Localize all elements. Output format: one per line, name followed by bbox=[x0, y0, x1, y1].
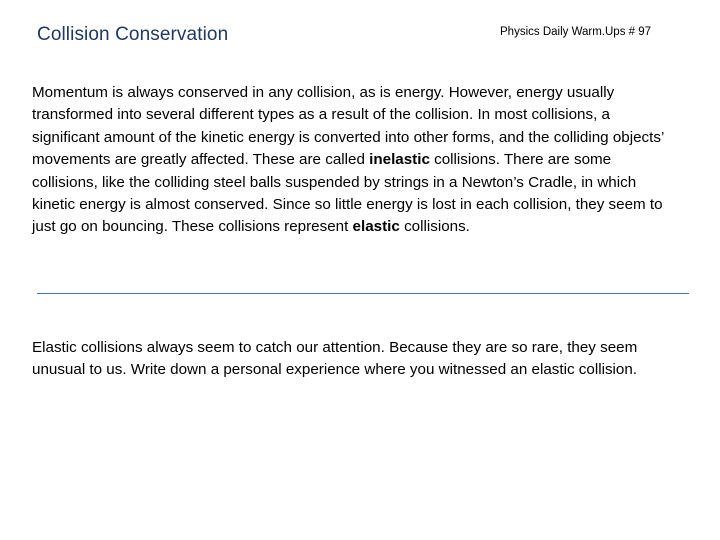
paragraph-text-segment: collisions. bbox=[399, 218, 470, 236]
intro-paragraph bbox=[32, 82, 672, 239]
paragraph-text-segment: Momentum is always conserved in any collision, as is energy. However, energy usually transformed into several different types as a result of the collision. In most collisions, a significant amount of the kinetic energy is converted into other forms, and the colliding objects’ movements are greatly affected. These are called bbox=[32, 84, 664, 169]
elastic-term: elastic bbox=[352, 218, 400, 236]
section-divider bbox=[37, 293, 689, 294]
page-title: Collision Conservation bbox=[37, 24, 229, 45]
inelastic-term: inelastic bbox=[369, 151, 430, 169]
warmup-number-header: Physics Daily Warm.Ups # 97 bbox=[500, 26, 652, 38]
prompt-paragraph: Elastic collisions always seem to catch our attention. Because they are so rare, they seem unusual to us. Write down a personal experience where you witnessed an elastic collision. bbox=[32, 339, 638, 379]
paragraph-text-segment: collisions. There are some collisions, like the colliding steel balls suspended by strings in a Newton’s Cradle, in which kinetic energy is almost conserved. Since so little energy is lost in each collision, they seem to just go on bouncing. These collisions represent bbox=[32, 151, 663, 236]
